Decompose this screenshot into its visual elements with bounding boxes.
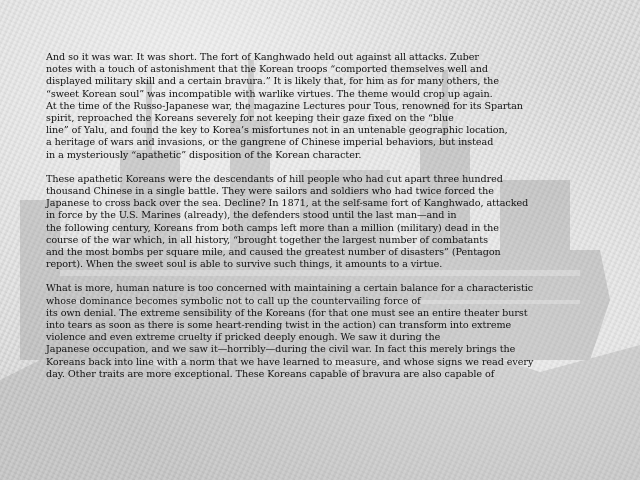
text-line: These apathetic Koreans were the descendants of hill people who had cut apart three hundred <box>46 173 503 185</box>
text-line: and the most bombs per square mile, and caused the greatest number of disasters” (Pentagon <box>46 247 501 259</box>
paragraph-1 <box>46 52 636 162</box>
text-line: the following century, Koreans from both camps left more than a million (military) dead in the <box>46 222 499 234</box>
text-line: in force by the U.S. Marines (already), the defenders stood until the last man—and in <box>46 210 457 222</box>
text-line: day. Other traits are more exceptional. These Koreans capable of bravura are also capable of <box>46 368 495 380</box>
text-line: its own denial. The extreme sensibility of the Koreans (for that one must see an entire theater burst <box>46 307 528 319</box>
text-line: spirit, reproached the Koreans severely for not keeping their gaze fixed on the “blue <box>46 113 454 125</box>
text-line: At the time of the Russo-Japanese war, the magazine Lectures pour Tous, renowned for its Spartan <box>46 100 523 112</box>
text-line: Koreans back into line with a norm that we have learned to measure, and whose signs we read every <box>46 356 534 368</box>
text-line: whose dominance becomes symbolic not to call up the countervailing force of <box>46 295 421 307</box>
text-line: Japanese occupation, and we saw it—horribly—during the civil war. In fact this merely brings the <box>46 344 516 356</box>
text-line: thousand Chinese in a single battle. They were sailors and soldiers who had twice forced the <box>46 186 494 198</box>
text-line: report). When the sweet soul is able to survive such things, it amounts to a virtue. <box>46 259 443 271</box>
text-line: Japanese to cross back over the sea. Decline? In 1871, at the self-same fort of Kanghwado, attacked <box>46 198 529 210</box>
text-line: violence and even extreme cruelty if pricked deeply enough. We saw it during the <box>46 332 441 344</box>
text-line: displayed military skill and a certain bravura.” It is likely that, for him as for many others, the <box>46 76 499 88</box>
text-line: What is more, human nature is too concerned with maintaining a certain balance for a characteristic <box>46 283 534 295</box>
text-line: a heritage of wars and invasions, or the gangrene of Chinese imperial behaviors, but instead <box>46 137 494 149</box>
text-line: line” of Yalu, and found the key to Korea’s misfortunes not in an untenable geographic location, <box>46 125 508 137</box>
text-line: notes with a touch of astonishment that the Korean troops “comported themselves well and <box>46 64 488 76</box>
text-line: course of the war which, in all history, “brought together the largest number of combatants <box>46 234 488 246</box>
paragraph-2 <box>46 174 636 272</box>
text-line: And so it was war. It was short. The fort of Kanghwado held out against all attacks. Zuber <box>46 52 479 63</box>
text-line: in a mysteriously “apathetic” disposition of the Korean character. <box>46 149 362 161</box>
text-line: into tears as soon as there is some heart-rending twist in the action) can transform into extreme <box>46 320 512 332</box>
text-line: “sweet Korean soul” was incompatible with warlike virtues. The theme would crop up again. <box>46 88 493 100</box>
paragraph-3 <box>46 283 636 381</box>
article-text <box>46 52 636 393</box>
